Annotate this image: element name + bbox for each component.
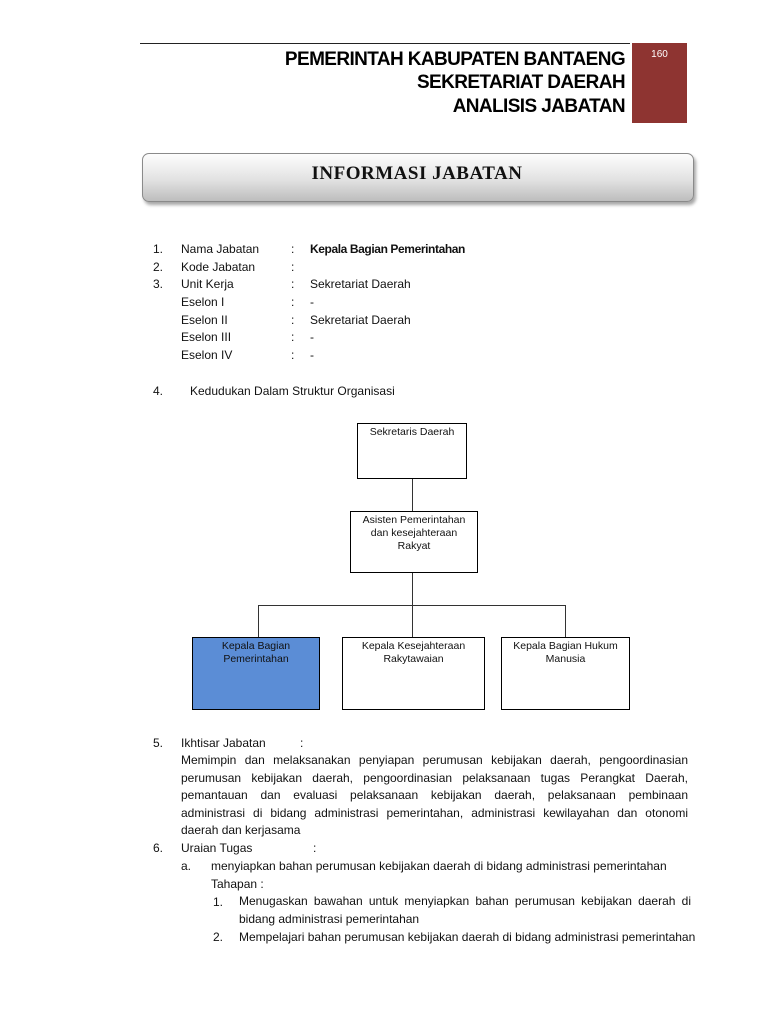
info-label: Unit Kerja — [181, 277, 234, 291]
section-6-colon: : — [313, 841, 317, 855]
org-box-asisten: Asisten Pemerintahan dan kesejahteraan Rakyat — [350, 511, 478, 573]
org-connector — [258, 605, 259, 637]
info-value: - — [310, 348, 314, 362]
section-4-num: 4. — [153, 384, 164, 398]
info-value: Sekretariat Daerah — [310, 313, 411, 327]
info-value: Kepala Bagian Pemerintahan — [310, 242, 465, 256]
info-label: Eselon III — [181, 330, 232, 344]
org-box-kepala-bagian-hukum: Kepala Bagian Hukum Manusia — [501, 637, 630, 710]
org-box-kepala-kesejahteraan: Kepala Kesejahteraan Rakytawaian — [342, 637, 485, 710]
info-colon: : — [291, 260, 295, 274]
task-a-text: menyiapkan bahan perumusan kebijakan daerah di bidang administrasi pemerintahan — [211, 859, 667, 873]
info-value: - — [310, 295, 314, 309]
info-num: 1. — [153, 242, 164, 256]
info-num: 2. — [153, 260, 164, 274]
header-line-1: PEMERINTAH KABUPATEN BANTAENG — [284, 49, 625, 70]
info-colon: : — [291, 330, 295, 344]
info-colon: : — [291, 295, 295, 309]
header-line-3: ANALISIS JABATAN — [452, 96, 625, 117]
section-5-title: Ikhtisar Jabatan — [181, 736, 266, 750]
step-1-text: Menugaskan bawahan untuk menyiapkan bahan perumusan kebijakan daerah di bidang administrasi pemerintahan — [239, 894, 691, 926]
org-connector — [412, 479, 413, 511]
step-2-text: Mempelajari bahan perumusan kebijakan daerah di bidang administrasi pemerintahan — [239, 930, 696, 944]
section-4-title: Kedudukan Dalam Struktur Organisasi — [190, 384, 395, 398]
info-value: - — [310, 330, 314, 344]
info-colon: : — [291, 348, 295, 362]
header-rule — [140, 43, 630, 44]
task-a-letter: a. — [181, 859, 192, 873]
info-colon: : — [291, 313, 295, 327]
section-5-colon: : — [300, 736, 304, 750]
org-connector — [258, 605, 566, 606]
info-label: Eselon IV — [181, 348, 233, 362]
info-colon: : — [291, 242, 295, 256]
header-line-2: SEKRETARIAT DAERAH — [416, 72, 625, 93]
section-6-title: Uraian Tugas — [181, 841, 253, 855]
info-label: Eselon I — [181, 295, 225, 309]
ikhtisar-paragraph: Memimpin dan melaksanakan penyiapan perumusan kebijakan daerah, pengoordinasian perumusan kebijakan daerah, pengoordinasian pelaksanaan tugas Perangkat Daerah, pemantauan dan evaluasi pelaksanaan kebijakan daerah, pelaksanaan pembinaan administrasi di bidang administrasi pemerintahan, administrasi kewilayahan dan otonomi daerah dan kerjasama — [181, 753, 688, 837]
step-2-num: 2. — [213, 930, 224, 944]
section-6-num: 6. — [153, 841, 164, 855]
banner-title: INFORMASI JABATAN — [311, 163, 523, 184]
org-box-kepala-bagian-pemerintahan: Kepala Bagian Pemerintahan — [192, 637, 320, 710]
info-value: Sekretariat Daerah — [310, 277, 411, 291]
page-number: 160 — [651, 49, 668, 60]
section-5-num: 5. — [153, 736, 164, 750]
info-label: Eselon II — [181, 313, 228, 327]
tahapan-label: Tahapan : — [211, 877, 264, 891]
info-label: Kode Jabatan — [181, 260, 256, 274]
org-connector — [565, 605, 566, 637]
org-box-sekretaris: Sekretaris Daerah — [357, 423, 467, 479]
info-label: Nama Jabatan — [181, 242, 260, 256]
info-colon: : — [291, 277, 295, 291]
step-1-num: 1. — [213, 895, 224, 909]
info-num: 3. — [153, 277, 164, 291]
